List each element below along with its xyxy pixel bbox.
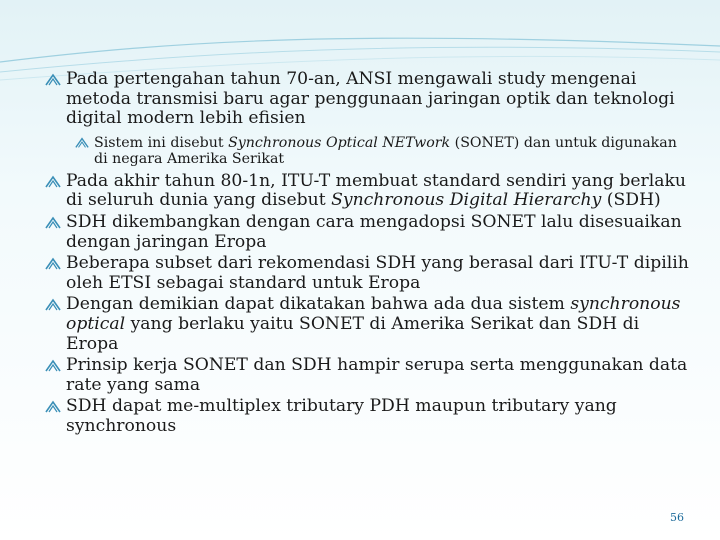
bullet-text-italic: Synchronous Digital Hierarchy bbox=[331, 190, 602, 211]
bullet-text: (SDH) bbox=[601, 190, 661, 211]
bullet-text: Pada pertengahan tahun 70-an, ANSI mengawali study mengenai metoda transmisi baru agar penggunaan jaringan optik dan teknologi digital modern lebih efisien bbox=[66, 69, 675, 129]
bullet-icon bbox=[44, 72, 62, 88]
bullet-icon bbox=[44, 297, 62, 313]
bullet-text: Dengan demikian dapat dikatakan bahwa ada dua sistem bbox=[66, 294, 571, 315]
bullet-icon bbox=[74, 136, 90, 150]
bullet-item bbox=[44, 397, 694, 436]
bullet-text: SDH dikembangkan dengan cara mengadopsi SONET lalu disesuaikan dengan jaringan Eropa bbox=[66, 211, 682, 252]
bullet-item bbox=[44, 356, 694, 395]
bullet-icon bbox=[44, 256, 62, 272]
bullet-text: Pada akhir tahun 80-1n, ITU-T membuat standard sendiri yang berlaku di seluruh dunia yang disebut bbox=[66, 170, 686, 211]
bullet-text: Beberapa subset dari rekomendasi SDH yang berasal dari ITU-T dipilih oleh ETSI sebagai standard untuk Eropa bbox=[66, 253, 689, 293]
bullet-text-italic: synchronous optical bbox=[66, 294, 681, 334]
bullet-icon bbox=[44, 399, 62, 415]
bullet-text: yang berlaku yaitu SONET di Amerika Serikat dan SDH di Eropa bbox=[66, 313, 640, 354]
bullet-item bbox=[44, 254, 694, 293]
bullet-item bbox=[44, 295, 694, 354]
page-number: 56 bbox=[670, 511, 684, 524]
bullet-text: SDH dapat me-multiplex tributary PDH maupun tributary yang synchronous bbox=[66, 396, 617, 436]
bullet-item bbox=[44, 172, 694, 211]
bullet-icon bbox=[44, 215, 62, 231]
sub-bullet-item bbox=[44, 135, 694, 168]
bullet-text: Sistem ini disebut bbox=[94, 134, 229, 151]
bullet-text: (SONET) dan untuk digunakan di negara Amerika Serikat bbox=[94, 134, 677, 168]
bullet-text: Prinsip kerja SONET dan SDH hampir serupa serta menggunakan data rate yang sama bbox=[66, 355, 688, 395]
bullet-icon bbox=[44, 174, 62, 190]
bullet-text-italic: Synchronous Optical NETwork bbox=[228, 134, 451, 151]
bullet-item bbox=[44, 70, 694, 129]
slide-body bbox=[44, 70, 694, 439]
bullet-item bbox=[44, 213, 694, 252]
bullet-icon bbox=[44, 358, 62, 374]
